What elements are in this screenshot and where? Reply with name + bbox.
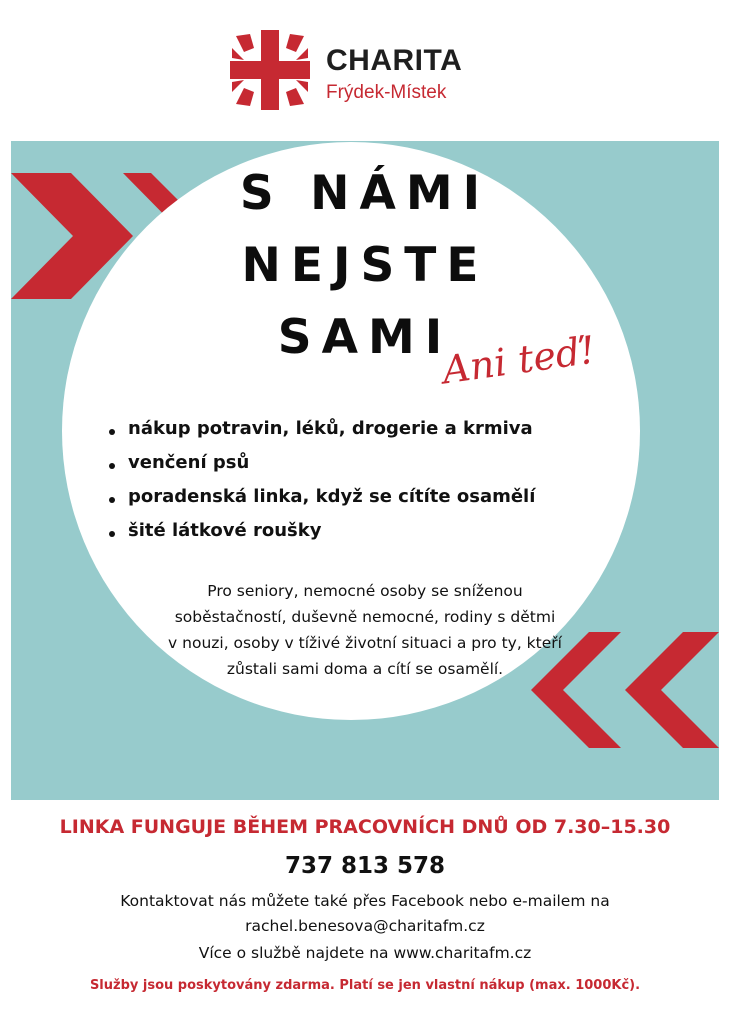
service-item: šité látkové roušky (106, 520, 535, 554)
logo-subtitle: Frýdek-Místek (326, 82, 447, 103)
website-text[interactable]: Více o službě najdete na www.charitafm.cz (198, 944, 532, 962)
target-group-text (130, 578, 600, 682)
email-link[interactable]: rachel.benesova@charitafm.cz (245, 917, 485, 935)
target-group-line: zůstali sami doma a cítí se osamělí. (226, 660, 504, 678)
hours-heading: LINKA FUNGUJE BĚHEM PRACOVNÍCH DNŮ OD 7.30–15.30 (59, 816, 671, 838)
footer-note: Služby jsou poskytovány zdarma. Platí se jen vlastní nákup (max. 1000Kč). (89, 978, 641, 993)
headline-line-3: SAMI (277, 310, 453, 365)
headline-line-1: S NÁMI (239, 166, 491, 221)
services-list (106, 418, 535, 554)
service-item: venčení psů (106, 452, 535, 486)
phone-number[interactable]: 737 813 578 (284, 853, 446, 879)
tagline: Ani teď! (439, 327, 598, 393)
contact-text: Kontaktovat nás můžete také přes Facebook nebo e-mailem na (120, 892, 610, 910)
service-item: poradenská linka, když se cítíte osamělí (106, 486, 535, 520)
charita-logo (230, 24, 490, 114)
service-item: nákup potravin, léků, drogerie a krmiva (106, 418, 535, 452)
target-group-line: Pro seniory, nemocné osoby se sníženou (207, 582, 523, 600)
charita-cross-icon (230, 30, 310, 110)
logo-name: CHARITA (326, 44, 463, 77)
headline-line-2: NEJSTE (241, 238, 489, 293)
target-group-line: v nouzi, osoby v tíživé životní situaci a pro ty, kteří (168, 634, 562, 652)
target-group-line: soběstačností, duševně nemocné, rodiny s dětmi (174, 608, 556, 626)
